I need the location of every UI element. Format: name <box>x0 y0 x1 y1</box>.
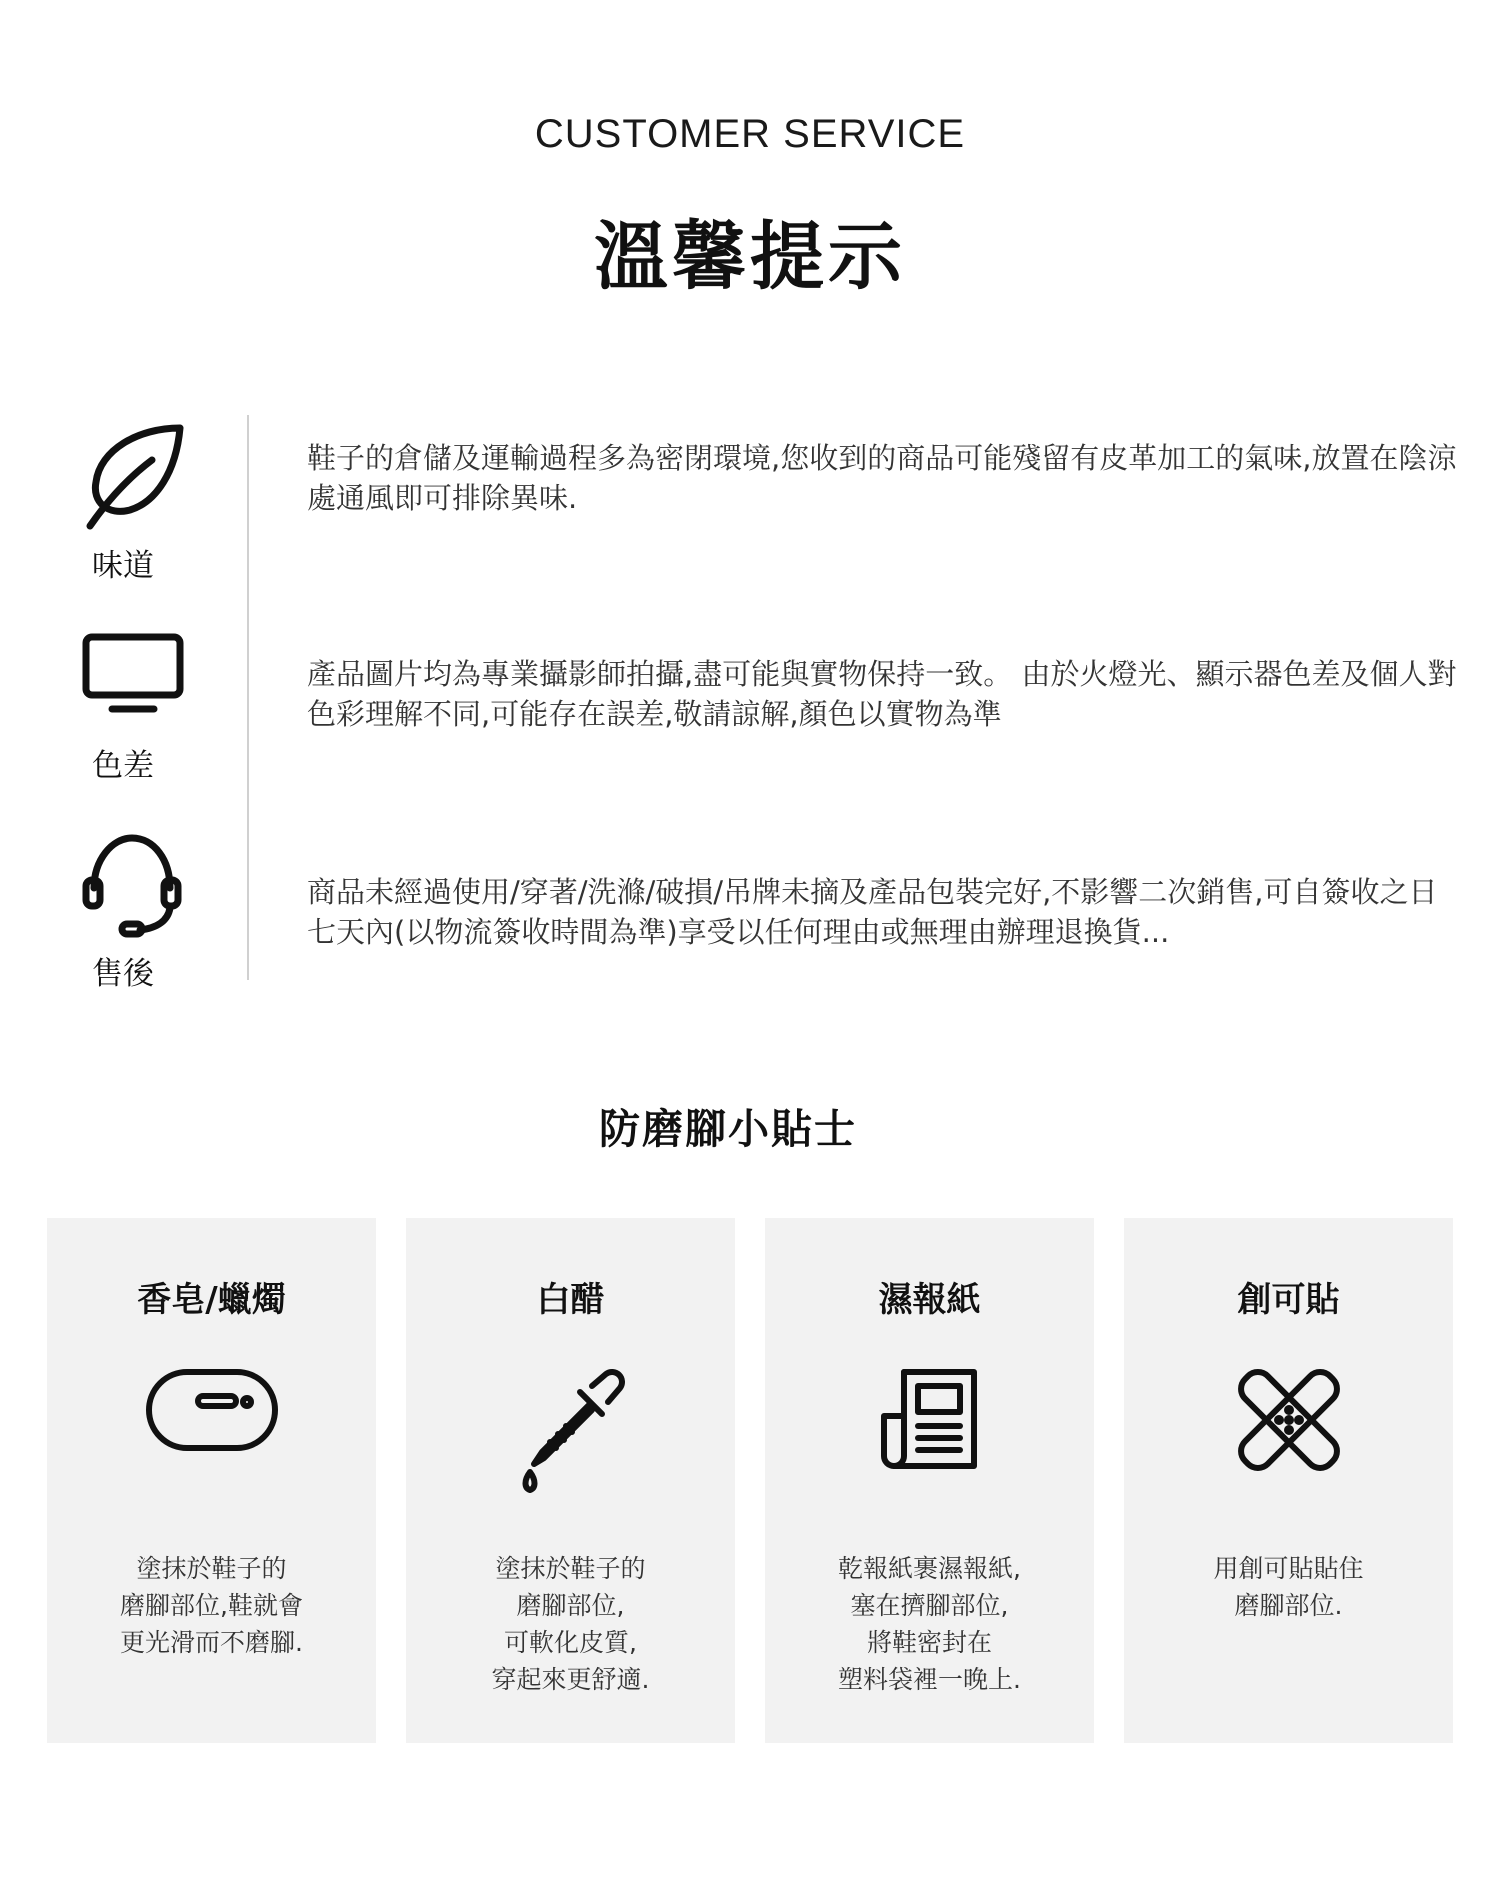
tip-text-line: 磨腳部位, <box>516 1591 625 1620</box>
notice-text-color: 產品圖片均為專業攝影師拍攝,盡可能與實物保持一致。 由於火燈光、顯示器色差及個人對色彩理解不同,可能存在誤差,敬請諒解,顏色以實物為準 <box>307 657 1457 731</box>
tip-card-vinegar <box>406 1218 735 1743</box>
tip-text-line: 乾報紙裹濕報紙, <box>838 1554 1021 1583</box>
tip-text-line: 塗抹於鞋子的 <box>136 1554 287 1583</box>
tip-card-newspaper <box>765 1218 1094 1743</box>
soap-icon <box>47 1368 376 1518</box>
tip-card-bandage <box>1124 1218 1453 1743</box>
tip-card-text <box>1124 1550 1453 1624</box>
tip-card-text <box>765 1550 1094 1698</box>
dropper-icon <box>406 1368 735 1518</box>
notice-text-smell: 鞋子的倉儲及運輸過程多為密閉環境,您收到的商品可能殘留有皮革加工的氣味,放置在陰涼處通風即可排除異味. <box>307 441 1457 515</box>
tip-text-line: 可軟化皮質, <box>504 1628 637 1657</box>
leaf-icon <box>78 420 188 534</box>
tip-text-line: 更光滑而不磨腳. <box>120 1628 303 1657</box>
tip-card-text <box>47 1550 376 1661</box>
tip-text-line: 磨腳部位,鞋就會 <box>120 1591 303 1620</box>
tip-card-title: 香皂/蠟燭 <box>137 1280 286 1320</box>
tip-text-line: 塞在擠腳部位, <box>850 1591 1009 1620</box>
notice-text-aftersales: 商品未經過使用/穿著/洗滌/破損/吊牌未摘及產品包裝完好,不影響二次銷售,可自簽收之日七天內(以物流簽收時間為準)享受以任何理由或無理由辦理退換貨... <box>307 875 1438 949</box>
header-subtitle: CUSTOMER SERVICE <box>534 112 966 156</box>
tip-text-line: 塑料袋裡一晚上. <box>838 1665 1021 1694</box>
notice-label-smell: 味道 <box>92 548 154 584</box>
tip-text-line: 將鞋密封在 <box>866 1628 992 1657</box>
tip-text-line: 磨腳部位. <box>1234 1591 1343 1620</box>
tip-card-text <box>406 1550 735 1698</box>
tip-text-line: 塗抹於鞋子的 <box>495 1554 646 1583</box>
page-title: 溫馨提示 <box>594 214 906 300</box>
tip-text-line: 用創可貼貼住 <box>1213 1554 1364 1583</box>
headset-icon <box>82 832 182 942</box>
notice-divider <box>247 415 249 980</box>
tip-text-line: 穿起來更舒適. <box>491 1665 650 1694</box>
bandage-icon <box>1124 1368 1453 1518</box>
notice-label-aftersales: 售後 <box>92 956 154 992</box>
tip-card-title: 創可貼 <box>1237 1280 1340 1320</box>
tip-card-soap <box>47 1218 376 1743</box>
tip-card-title: 濕報紙 <box>878 1280 981 1320</box>
notice-label-color: 色差 <box>92 748 154 784</box>
monitor-icon <box>82 633 184 719</box>
newspaper-icon <box>765 1368 1094 1518</box>
tip-card-title: 白醋 <box>536 1280 605 1320</box>
tips-title: 防磨腳小貼士 <box>599 1105 857 1153</box>
